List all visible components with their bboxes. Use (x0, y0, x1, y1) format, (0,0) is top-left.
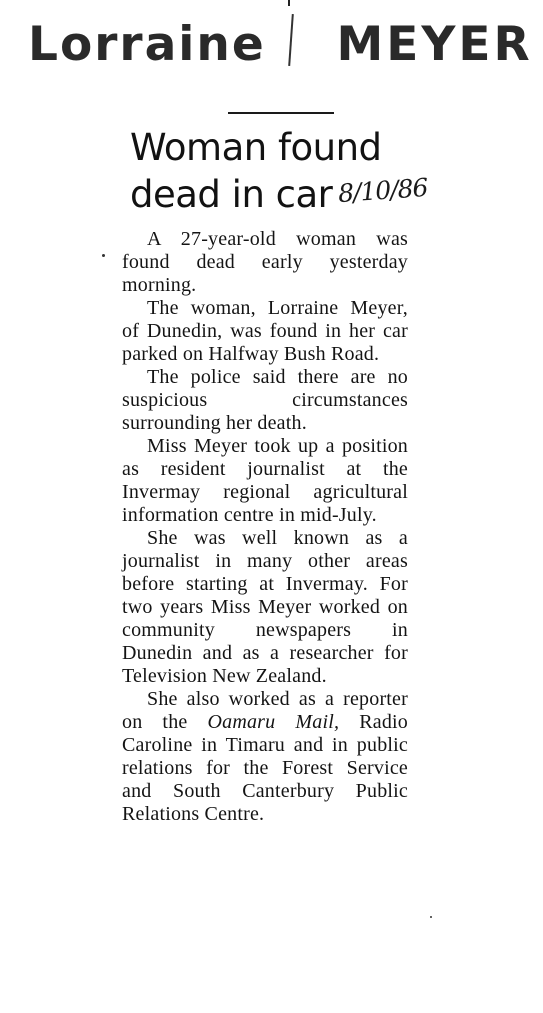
name-note-given: Lorraine (28, 17, 266, 72)
article-paragraph: The woman, Lorraine Meyer, of Dunedin, was found in her car parked on Halfway Bush Road. (122, 297, 408, 365)
handwritten-date: 8/10/86 (337, 172, 429, 209)
paper-speck (430, 916, 432, 918)
top-edge-mark (288, 0, 290, 6)
headline-line-2: dead in car (130, 173, 333, 216)
last-paragraph-end: Radio Caroline in Timaru and in public relations for the Forest Service and South Canterbury Public Relations Centre. (122, 711, 408, 825)
article-paragraph: Miss Meyer took up a position as resident journalist at the Invermay regional agricultural information centre in mid-July. (122, 435, 408, 526)
headline-rule (228, 112, 334, 114)
article-paragraph: The police said there are no suspicious circumstances surrounding her death. (122, 366, 408, 434)
article-paragraph-last (122, 688, 408, 826)
name-note-family: MEYER (336, 17, 533, 72)
article-body (122, 228, 408, 826)
headline-line-1: Woman found (130, 126, 382, 169)
last-paragraph-start: She also worked as a reporter on the (122, 688, 408, 733)
handwritten-name-note (28, 10, 533, 80)
article-paragraph: A 27-year-old woman was found dead early yesterday morning. (122, 228, 408, 296)
publication-name: Oamaru Mail, (207, 711, 340, 733)
paper-speck (102, 254, 105, 257)
article-paragraph: She was well known as a journalist in many other areas before starting at Invermay. For two years Miss Meyer worked on community newspapers in Dunedin and as a researcher for Television New Zealand. (122, 527, 408, 687)
